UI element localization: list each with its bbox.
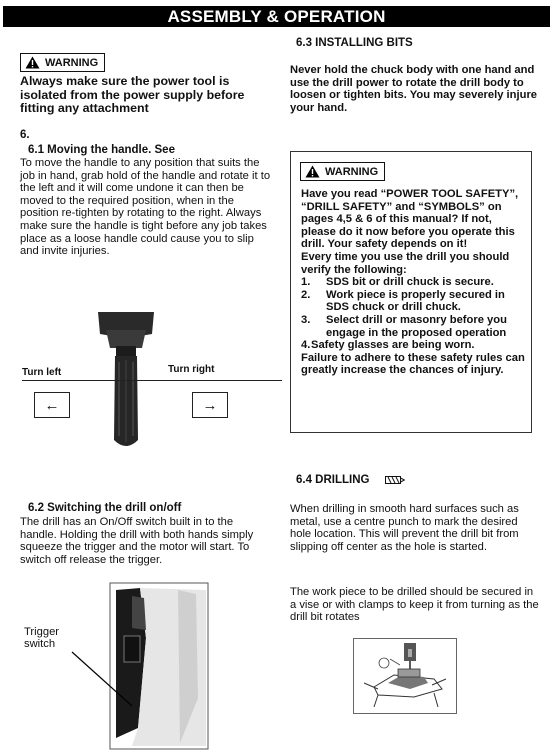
rotation-axis-line bbox=[22, 380, 282, 381]
page-header: ASSEMBLY & OPERATION bbox=[3, 6, 550, 27]
section-6-4-paragraph-2: The work piece to be drilled should be secured in a vise or with clamps to keep it from turning as the drill bit rotates bbox=[290, 586, 539, 624]
vise-drilling-figure bbox=[353, 638, 457, 714]
section-6-1-title: 6.1 Moving the handle. See bbox=[28, 144, 175, 156]
section-6-4-title: 6.4 DRILLING bbox=[296, 474, 370, 486]
section-6-3-body: Never hold the chuck body with one hand and use the drill power to rotate the drill body to loosen or tighten bits. You may severely injure your hand. bbox=[290, 64, 538, 114]
safety-checklist bbox=[301, 276, 529, 352]
side-handle-image bbox=[94, 310, 158, 455]
section-6-4-paragraph-1: When drilling in smooth hard surfaces such as metal, use a centre punch to mark the desired hole location. This will prevent the drill bit from slipping off center as the hole is started. bbox=[290, 503, 519, 553]
safety-closing: Failure to adhere to these safety rules can greatly increase the chances of injury. bbox=[301, 351, 525, 377]
warning-triangle-icon bbox=[305, 165, 320, 178]
trigger-switch-label: Trigger switch bbox=[24, 626, 60, 650]
trigger-figure bbox=[20, 578, 210, 750]
handle-figure bbox=[20, 310, 282, 460]
safety-verify: Every time you use the drill you should verify the following: bbox=[301, 250, 510, 276]
warning-badge-label: WARNING bbox=[325, 165, 379, 178]
section-6-4-heading bbox=[296, 474, 405, 486]
turn-right-label: Turn right bbox=[168, 364, 215, 375]
warning-badge-right bbox=[300, 162, 385, 181]
warning-triangle-icon bbox=[25, 56, 40, 69]
arrow-left-icon: ← bbox=[34, 392, 70, 418]
section-6-number: 6. bbox=[20, 129, 30, 141]
warning-badge-label: WARNING bbox=[45, 56, 99, 69]
section-6-3-title: 6.3 INSTALLING BITS bbox=[296, 37, 413, 49]
list-item: 4. Safety glasses are being worn. bbox=[301, 339, 475, 352]
drill-mode-icon bbox=[385, 475, 405, 485]
list-item: 2. Work piece is properly secured in SDS chuck or drill chuck. bbox=[301, 288, 505, 314]
turn-left-label: Turn left bbox=[22, 367, 62, 378]
warning-badge-left bbox=[20, 53, 105, 72]
section-6-1-body: To move the handle to any position that suits the job in hand, grab hold of the handle and rotate it to the left and it will come undone it can then be moved to the required position, when in the position re-tighten by rotating to the right. Always make sure the handle is tight before any job takes place as a loose handle could cause you to slip and invite injuries. bbox=[20, 157, 271, 258]
safety-intro: Have you read “POWER TOOL SAFETY”, “DRILL SAFETY” and “SYMBOLS” on pages 4,5 & 6 of this manual? If not, please do it now before you operate this drill. Your safety depends on it! bbox=[301, 188, 519, 251]
section-6-2-title: 6.2 Switching the drill on/off bbox=[28, 502, 182, 514]
arrow-right-icon: → bbox=[192, 392, 228, 418]
list-item: 3. Select drill or masonry before you engage in the proposed operation bbox=[301, 313, 507, 339]
trigger-switch-image bbox=[20, 578, 210, 750]
list-item: 1. SDS bit or drill chuck is secure. bbox=[301, 276, 494, 289]
safety-warning-box bbox=[290, 151, 532, 433]
vise-drilling-image bbox=[354, 639, 456, 713]
safety-warning-content bbox=[301, 188, 529, 377]
section-6-2-body: The drill has an On/Off switch built in to the handle. Holding the drill with both hands simply squeeze the trigger and the motor will start. To switch off release the trigger. bbox=[20, 516, 254, 566]
isolation-warning-text: Always make sure the power tool is isolated from the power supply before fitting any attachment bbox=[20, 74, 245, 115]
